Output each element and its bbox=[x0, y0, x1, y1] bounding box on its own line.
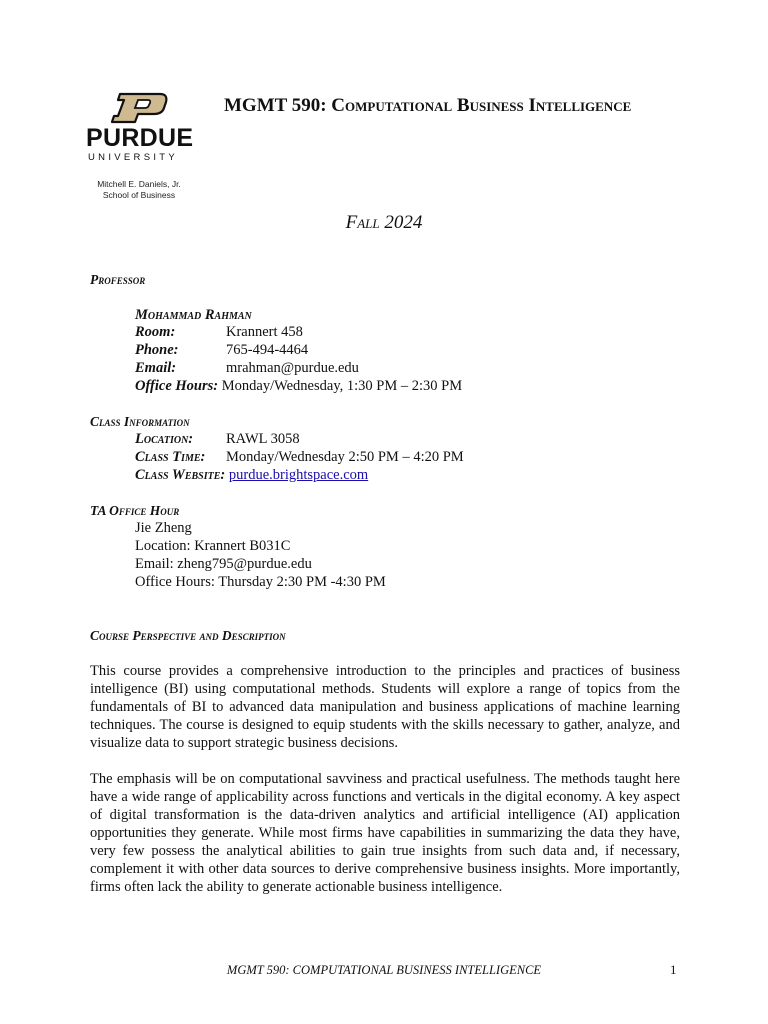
ta-heading: TA Office Hour bbox=[90, 503, 180, 518]
professor-phone-row bbox=[135, 341, 308, 359]
ta-location: Location: Krannert B031C bbox=[135, 538, 291, 554]
office-hours-label: Office Hours: bbox=[135, 378, 219, 394]
room-label: Room: bbox=[135, 324, 176, 340]
class-time-row bbox=[135, 448, 464, 466]
professor-office-hours-row bbox=[135, 377, 462, 395]
phone-value: 765-494-4464 bbox=[226, 342, 309, 358]
room-value: Krannert 458 bbox=[226, 324, 303, 340]
logo-school-line1: Mitchell E. Daniels, Jr. bbox=[97, 179, 181, 189]
class-information-heading: Class Information bbox=[90, 414, 190, 429]
professor-heading: Professor bbox=[90, 272, 146, 287]
ta-office-hours: Office Hours: Thursday 2:30 PM -4:30 PM bbox=[135, 574, 386, 590]
course-description-heading: Course Perspective and Description bbox=[90, 628, 286, 643]
course-description-paragraph-1: This course provides a comprehensive introduction to the principles and practices of business intelligence (BI) using computational methods. Students will explore a range of topics from the fundamentals of BI to advanced data manipulation and business applications of machine learning techniques. The course is designed to equip students with the skills necessary to gather, analyze, and visualize data to support strategic business decisions. bbox=[90, 663, 680, 751]
page-footer: MGMT 590: COMPUTATIONAL BUSINESS INTELLIGENCE bbox=[226, 963, 542, 977]
logo-university: UNIVERSITY bbox=[88, 152, 179, 163]
professor-name: Mohammad Rahman bbox=[135, 307, 252, 323]
course-description-paragraph-2: The emphasis will be on computational savviness and practical usefulness. The methods taught here have a wide range of applicability across functions and verticals in the digital economy. A key aspect of digital transformation is the data-driven analytics and artificial intelligence (AI) application opportunities they generate. While most firms have capabilities in summarizing the data they have, very few possess the analytical abilities to gain true insights from such data and, if necessary, complement it with other data sources to derive comprehensive business insights. More importantly, firms often lack the ability to generate actionable business intelligence. bbox=[90, 771, 680, 895]
class-time-label: Class Time: bbox=[135, 449, 206, 465]
course-title: MGMT 590: Computational Business Intelligence bbox=[224, 95, 632, 116]
professor-room-row bbox=[135, 323, 303, 341]
email-value: mrahman@purdue.edu bbox=[226, 360, 359, 376]
class-location-label: Location: bbox=[135, 431, 194, 447]
ta-name: Jie Zheng bbox=[135, 520, 192, 536]
logo-school-line2: School of Business bbox=[102, 190, 176, 200]
class-website-link[interactable]: purdue.brightspace.com bbox=[228, 467, 369, 483]
ta-email: Email: zheng795@purdue.edu bbox=[135, 556, 312, 572]
term-heading: Fall 2024 bbox=[345, 212, 423, 233]
class-website-label: Class Website: bbox=[135, 467, 226, 483]
professor-email-row bbox=[135, 359, 359, 377]
office-hours-value: Monday/Wednesday, 1:30 PM – 2:30 PM bbox=[221, 378, 463, 394]
class-time-value: Monday/Wednesday 2:50 PM – 4:20 PM bbox=[226, 449, 464, 465]
logo-school-name bbox=[84, 179, 194, 201]
logo-wordmark: PURDUE bbox=[86, 124, 194, 152]
email-label: Email: bbox=[135, 360, 177, 376]
class-website-row bbox=[135, 466, 368, 484]
phone-label: Phone: bbox=[135, 342, 179, 358]
class-location-value: RAWL 3058 bbox=[226, 431, 300, 447]
purdue-p-logo-icon bbox=[108, 92, 168, 124]
page-number: 1 bbox=[670, 962, 677, 977]
class-location-row bbox=[135, 430, 300, 448]
